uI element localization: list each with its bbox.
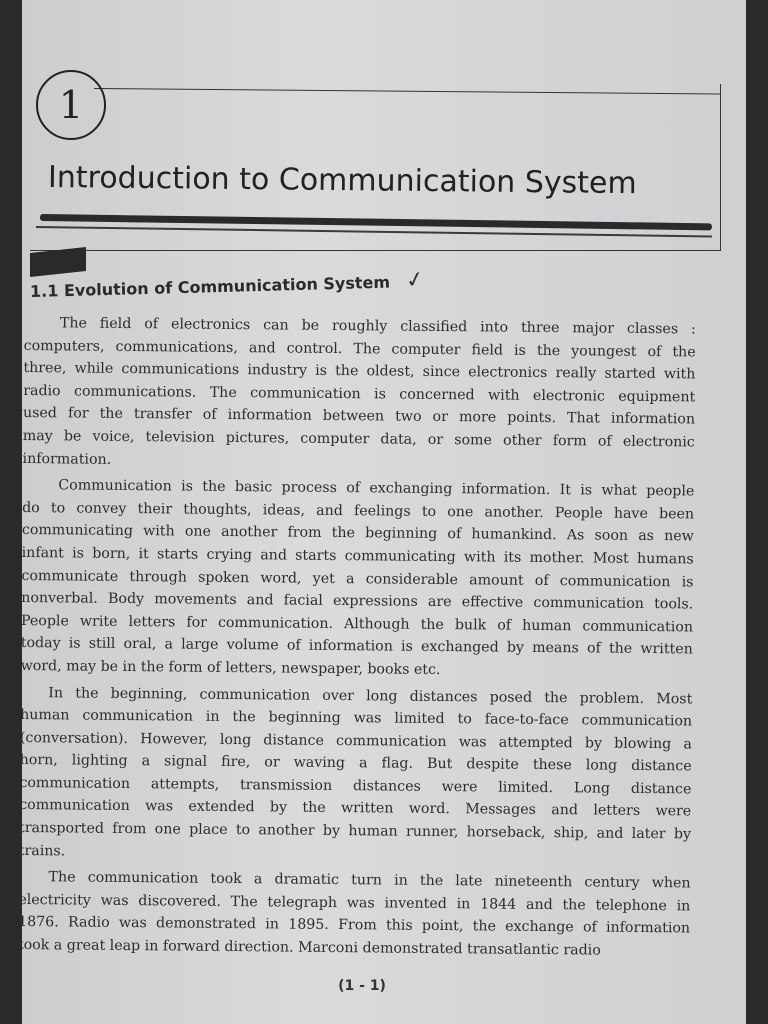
text-line: took a great leap in forward direction. Marconi demonstrated transatlantic radio xyxy=(17,937,601,959)
text-line: Communication is the basic process of exchanging information. It is what people xyxy=(58,477,695,500)
text-line: human communication in the beginning was limited to face-to-face communication xyxy=(20,707,693,730)
corner-decoration xyxy=(30,247,86,277)
text-line: may be voice, television pictures, computer data, or some other form of electronic xyxy=(22,427,695,451)
text-line: infant is born, it starts crying and starts communicating with its mother. Most humans xyxy=(21,544,694,568)
text-line: three, while communications industry is the oldest, since electronics really started with xyxy=(23,360,696,383)
text-line: (conversation). However, long distance communication was attempted by blowing a xyxy=(19,729,692,753)
body-text xyxy=(18,312,696,967)
book-page xyxy=(17,0,746,1024)
text-line: nonverbal. Body movements and facial expressions are effective communication tools. xyxy=(21,590,694,613)
section-heading xyxy=(30,262,630,303)
check-mark-icon: ✓ xyxy=(403,266,427,295)
text-line: transported from one place to another by human runner, horseback, ship, and later by xyxy=(18,820,692,843)
text-line: today is still oral, a large volume of information is exchanged by means of the written xyxy=(20,635,693,658)
page-number: (1 - 1) xyxy=(338,978,386,994)
text-line: used for the transfer of information between two or more points. That information xyxy=(22,405,696,428)
text-line: In the beginning, communication over long distances posed the problem. Most xyxy=(48,684,693,707)
text-line: radio communications. The communication is concerned with electronic equipment xyxy=(23,382,696,406)
paragraph xyxy=(22,312,695,477)
paragraph xyxy=(19,681,693,868)
text-line: People write letters for communication. Although the bulk of human communication xyxy=(20,612,694,636)
text-line: horn, lighting a signal fire, or waving a flag. But despite these long distance xyxy=(19,752,692,775)
text-line: communication attempts, transmission distances were limited. Long distance xyxy=(19,774,692,798)
text-line: communication was extended by the written word. Messages and letters were xyxy=(19,797,692,820)
text-line: The communication took a dramatic turn in the late nineteenth century when xyxy=(48,869,691,892)
text-line: electricity was discovered. The telegraph was invented in 1844 and the telephone in xyxy=(18,891,691,915)
text-line: communicating with one another from the beginning of humankind. As soon as new xyxy=(21,522,694,545)
text-line: communicate through spoken word, yet a considerable amount of communication is xyxy=(21,567,694,590)
text-line: information. xyxy=(22,450,112,468)
paragraph xyxy=(18,866,691,963)
text-line: computers, communications, and control. The computer field is the youngest of the xyxy=(23,337,696,361)
section-heading-text: 1.1 Evolution of Communication System xyxy=(29,272,391,301)
paragraph xyxy=(20,474,694,684)
text-line: The field of electronics can be roughly classified into three major classes : xyxy=(59,315,696,338)
text-line: do to convey their thoughts, ideas, and feelings to one another. People have been xyxy=(22,499,695,523)
text-line: 1876. Radio was demonstrated in 1895. From this point, the exchange of information xyxy=(18,914,691,937)
text-line: trains. xyxy=(18,842,66,860)
chapter-number: 1 xyxy=(36,70,106,140)
chapter-title: Introduction to Communication System xyxy=(47,160,637,202)
text-line: word, may be in the form of letters, newspaper, books etc. xyxy=(20,657,441,678)
